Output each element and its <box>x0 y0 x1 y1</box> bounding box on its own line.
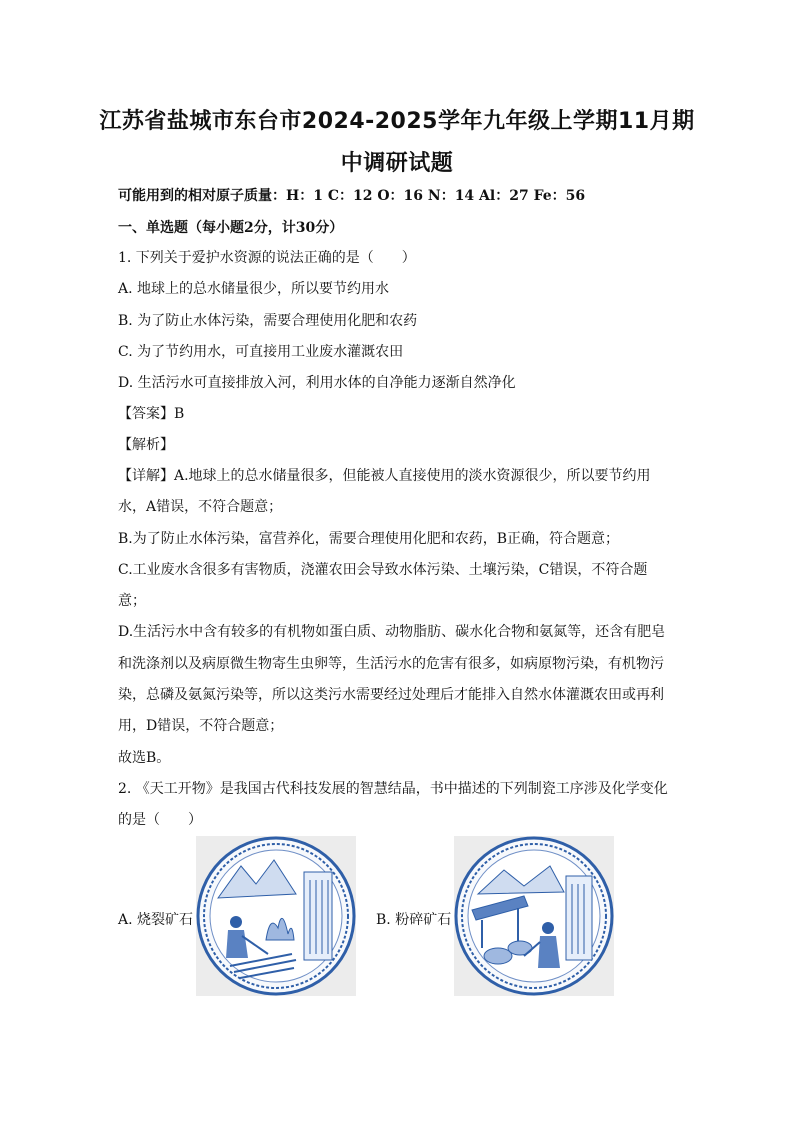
doc-title-line2: 中调研试题 <box>340 151 454 176</box>
atomic-masses: 可能用到的相对原子质量：H：1 C：12 O：16 N：14 Al：27 Fe：56 <box>118 188 586 204</box>
q1-conclusion: 故选B。 <box>118 750 171 766</box>
q1-detail-line: B.为了防止水体污染，富营养化，需要合理使用化肥和农药，B正确，符合题意； <box>118 531 620 547</box>
q1-detail-line: 【详解】A.地球上的总水储量很多，但能被人直接使用的淡水资源很少，所以要节约用 <box>118 468 651 484</box>
q1-option-a: A. 地球上的总水储量很少，所以要节约用水 <box>118 281 390 297</box>
q1-answer: 【答案】B <box>118 406 185 422</box>
q2-option-a-label: A. 烧裂矿石 <box>118 912 194 928</box>
q2-stem-line1: 2. 《天工开物》是我国古代科技发展的智慧结晶，书中描述的下列制瓷工序涉及化学变化 <box>118 781 668 797</box>
q1-stem: 1. 下列关于爱护水资源的说法正确的是（ ） <box>118 250 416 266</box>
q1-detail-line: 染，总磷及氨氮污染等，所以这类污水需要经过处理后才能排入自然水体灌溉农田或再利 <box>118 687 664 703</box>
q1-detail-line: C.工业废水含很多有害物质，浇灌农田会导致水体污染、土壤污染，C错误，不符合题 <box>118 562 648 578</box>
q1-option-c: C. 为了节约用水，可直接用工业废水灌溉农田 <box>118 344 404 360</box>
q2-option-b-label: B. 粉碎矿石 <box>376 912 452 928</box>
q1-detail-line: 和洗涤剂以及病原微生物寄生虫卵等，生活污水的危害有很多，如病原物污染，有机物污 <box>118 656 664 672</box>
q1-analysis-label: 【解析】 <box>118 437 174 453</box>
porcelain-plate-image-a <box>196 836 356 996</box>
q1-detail-line: 水，A错误，不符合题意； <box>118 499 283 515</box>
q2-stem-line2: 的是（ ） <box>118 812 202 828</box>
q1-detail-line: 意； <box>118 593 146 609</box>
doc-title-line1: 江苏省盐城市东台市2024-2025学年九年级上学期11月期 <box>99 109 695 134</box>
q1-detail-line: 用，D错误，不符合题意； <box>118 718 284 734</box>
q1-option-d: D. 生活污水可直接排放入河，利用水体的自净能力逐渐自然净化 <box>118 375 516 391</box>
q1-option-b: B. 为了防止水体污染，需要合理使用化肥和农药 <box>118 313 418 329</box>
section-heading: 一、单选题（每小题2分，计30分） <box>118 220 344 236</box>
porcelain-plate-image-b <box>454 836 614 996</box>
q1-detail-line: D.生活污水中含有较多的有机物如蛋白质、动物脂肪、碳水化合物和氨氮等，还含有肥皂 <box>118 624 666 640</box>
